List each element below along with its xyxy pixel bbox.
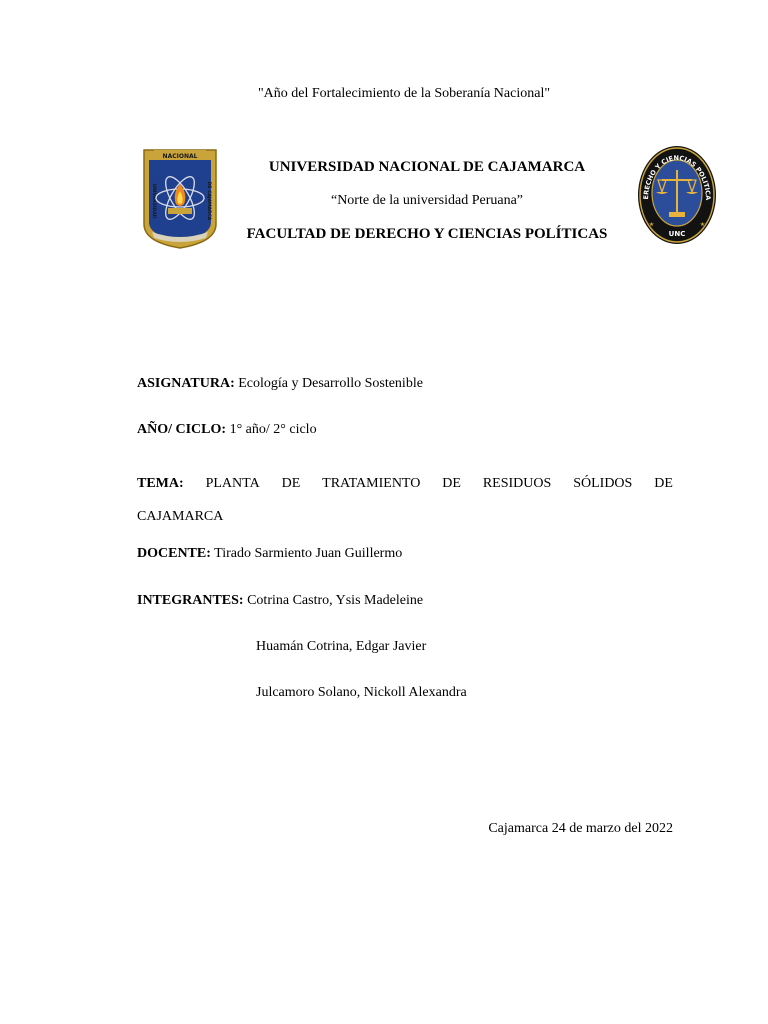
- date-line: Cajamarca 24 de marzo del 2022: [488, 821, 673, 836]
- docente-row: [137, 546, 673, 562]
- integrantes-label: INTEGRANTES:: [137, 593, 244, 608]
- tema-word: DE: [442, 476, 461, 491]
- integrante-2: Huamán Cotrina, Edgar Javier: [256, 639, 427, 654]
- tema-word: TRATAMIENTO: [322, 476, 421, 491]
- tema-block: [137, 467, 673, 533]
- asignatura-label: ASIGNATURA:: [137, 376, 235, 391]
- svg-text:NACIONAL: NACIONAL: [162, 153, 198, 160]
- svg-text:DE CAJAMARCA: DE CAJAMARCA: [206, 181, 211, 221]
- tema-word: DE: [654, 476, 673, 491]
- ciclo-row: [137, 422, 673, 438]
- docente-label: DOCENTE:: [137, 546, 211, 561]
- svg-text:DERECHO Y CIENCIAS POLITICAS: ERECHO Y CIENCIAS POLITICA: [641, 153, 713, 201]
- law-faculty-seal-icon: [636, 144, 718, 246]
- tema-word: DE: [281, 476, 301, 491]
- svg-text:UNIVERSIDAD: UNIVERSIDAD: [151, 183, 156, 219]
- tema-word: PLANTA: [205, 476, 260, 491]
- ciclo-label: AÑO/ CICLO:: [137, 422, 227, 437]
- tema-label: TEMA:: [137, 476, 184, 491]
- university-slogan: “Norte de la universidad Peruana”: [330, 193, 524, 208]
- motto-line: "Año del Fortalecimiento de la Soberanía Nacional": [257, 86, 551, 101]
- faculty-name: FACULTAD DE DERECHO Y CIENCIAS POLÍTICAS: [246, 226, 608, 242]
- asignatura-row: [137, 376, 673, 392]
- tema-word: RESIDUOS: [482, 476, 552, 491]
- tema-word: SÓLIDOS: [573, 476, 633, 491]
- svg-text:UNC: UNC: [668, 230, 686, 238]
- integrante-1: Cotrina Castro, Ysis Madeleine: [247, 593, 424, 608]
- tema-line-1: [137, 467, 673, 500]
- ciclo-value: 1° año/ 2° ciclo: [226, 422, 317, 437]
- integrante-3: Julcamoro Solano, Nickoll Alexandra: [256, 685, 467, 700]
- university-name: UNIVERSIDAD NACIONAL DE CAJAMARCA: [268, 159, 586, 175]
- tema-line-2: CAJAMARCA: [137, 509, 224, 524]
- docente-value: Tirado Sarmiento Juan Guillermo: [210, 546, 403, 561]
- integrantes-row: [137, 593, 673, 609]
- asignatura-value: Ecología y Desarrollo Sostenible: [234, 376, 423, 391]
